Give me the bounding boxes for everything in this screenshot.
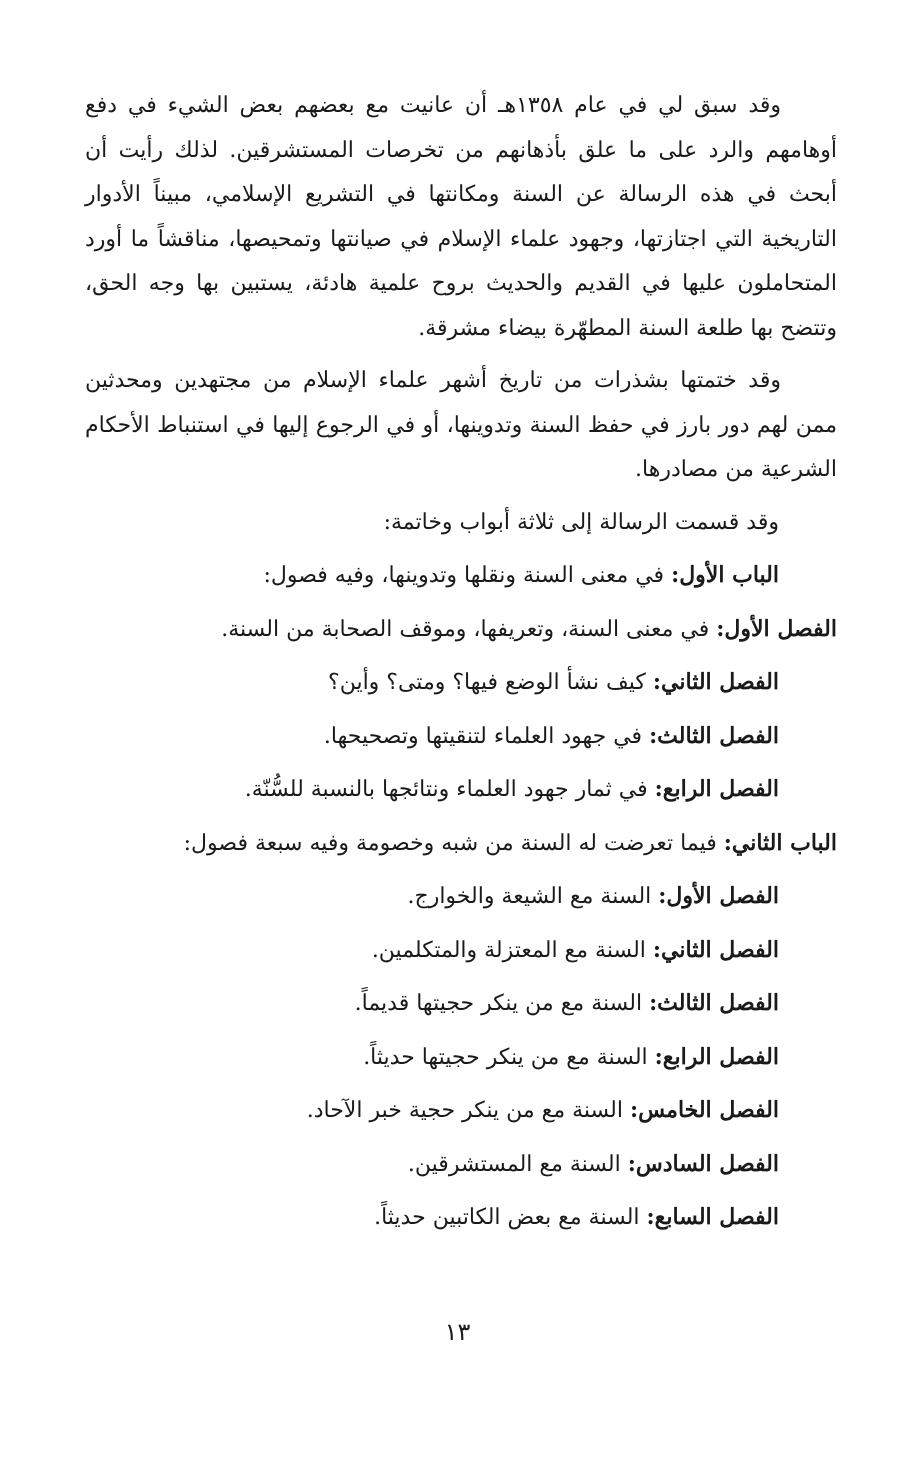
chapter-title: الفصل الثالث:: [649, 722, 779, 749]
chapter-line: [85, 607, 837, 653]
chapter-description: السنة مع من ينكر حجية خبر الآحاد.: [306, 1098, 630, 1123]
chapter-description: السنة مع المعتزلة والمتكلمين.: [371, 937, 653, 963]
chapter-line: [85, 1142, 837, 1188]
part-two-title: الباب الثاني:: [723, 829, 837, 856]
chapter-description: السنة مع الشيعة والخوارج.: [407, 884, 659, 909]
chapter-description: كيف نشأ الوضع فيها؟ ومتى؟ وأين؟: [328, 670, 653, 695]
chapter-title: الفصل الثالث:: [649, 990, 779, 1016]
part-two-description: فيما تعرضت له السنة من شبه وخصومة وفيه سبعة فصول:: [183, 830, 724, 856]
chapter-title: الفصل الثاني:: [652, 936, 779, 963]
page-body: [85, 84, 837, 1249]
chapter-title: الفصل السادس:: [627, 1150, 779, 1177]
chapter-title: الفصل الأول:: [658, 883, 779, 909]
part-two-heading-line: [85, 821, 837, 867]
chapter-title: الفصل الرابع:: [654, 1043, 779, 1070]
chapter-line: [85, 660, 837, 706]
chapter-description: في ثمار جهود العلماء ونتائجها بالنسبة للسُّنّة.: [244, 777, 655, 802]
chapter-line: [85, 874, 837, 920]
chapter-line: [85, 1035, 837, 1081]
chapter-description: السنة مع المستشرقين.: [407, 1151, 628, 1177]
part-one-heading-line: [85, 553, 837, 599]
chapter-description: السنة مع بعض الكاتبين حديثاً.: [374, 1205, 647, 1230]
chapter-description: في جهود العلماء لتنقيتها وتصحيحها.: [323, 723, 650, 749]
chapter-title: الفصل الخامس:: [629, 1097, 779, 1123]
chapter-title: الفصل الرابع:: [654, 776, 779, 802]
page-number: ١٣: [444, 1318, 471, 1346]
chapter-title: الفصل الثاني:: [652, 669, 779, 695]
chapter-line: [85, 981, 837, 1027]
chapter-title: الفصل السابع:: [646, 1204, 779, 1230]
part-one-title: الباب الأول:: [671, 562, 779, 588]
chapter-line: [85, 928, 837, 974]
part-one-description: في معنى السنة ونقلها وتدوينها، وفيه فصول:: [263, 563, 672, 588]
chapter-description: في معنى السنة، وتعريفها، وموقف الصحابة من السنة.: [221, 616, 717, 642]
chapter-description: السنة مع من ينكر حجيتها حديثاً.: [363, 1044, 655, 1070]
intro-paragraph: وقد سبق لي في عام ١٣٥٨هـ أن عانيت مع بعضهم بعض الشيء في دفع أوهامهم والرد على ما علق بأذهانهم من تخرصات المستشرقين. لذلك رأيت أن أبحث في هذه الرسالة عن السنة ومكانتها في التشريع الإسلامي، مبيناً الأدوار التاريخية التي اجتازتها، وجهود علماء الإسلام في صيانتها وتمحيصها، مناقشاً ما أورد المتحاملون عليها في القديم والحديث بروح علمية هادئة، يستبين بها وجه الحق، وتتضح بها طلعة السنة المطهّرة بيضاء مشرقة.: [85, 93, 837, 341]
chapter-description: السنة مع من ينكر حجيتها قديماً.: [354, 991, 650, 1016]
division-intro: وقد قسمت الرسالة إلى ثلاثة أبواب وخاتمة:: [383, 509, 779, 535]
chapter-title: الفصل الأول:: [716, 615, 837, 642]
chapter-line: [85, 1088, 837, 1134]
chapter-line: [85, 767, 837, 813]
closing-note-paragraph: وقد ختمتها بشذرات من تاريخ أشهر علماء الإسلام من مجتهدين ومحدثين ممن لهم دور بارز في حفظ السنة وتدوينها، أو في الرجوع إليها في استنباط الأحكام الشرعية من مصادرها.: [85, 368, 837, 482]
chapter-line: [85, 714, 837, 760]
chapter-line: [85, 1195, 837, 1241]
